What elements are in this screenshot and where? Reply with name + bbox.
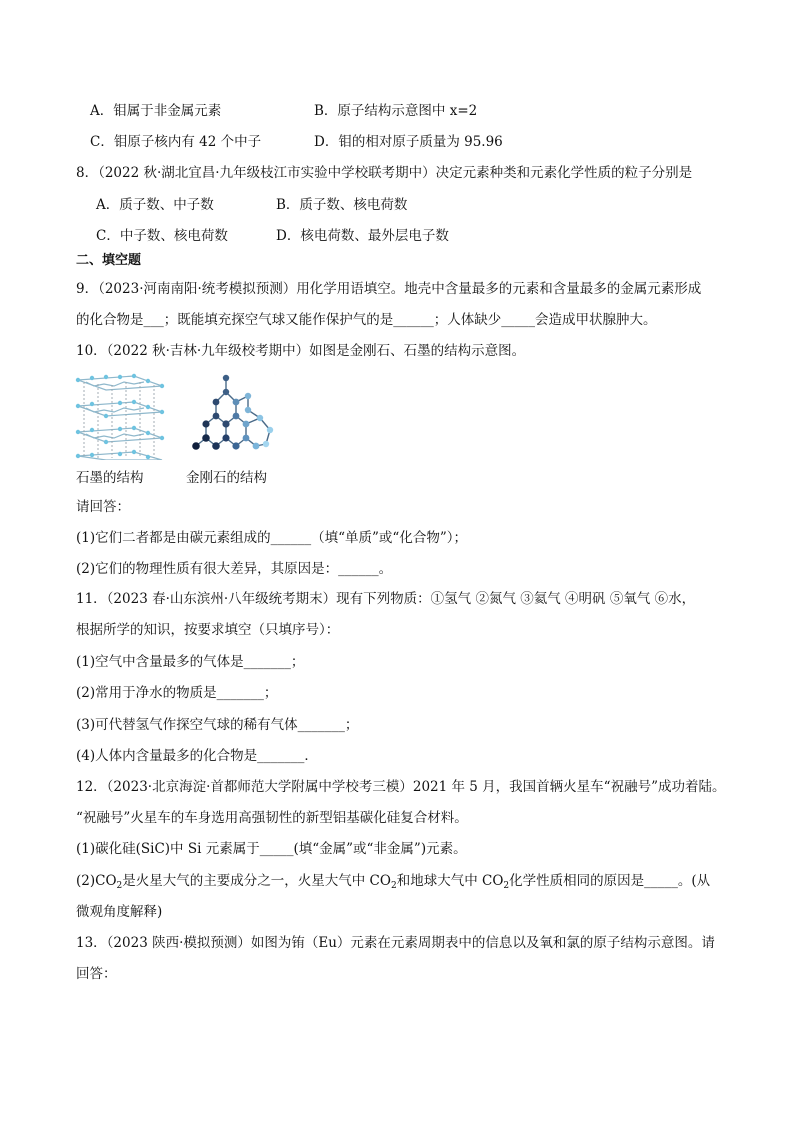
question-12-part1: (1)碳化硅(SiC)中 Si 元素属于_____(填“金属”或“非金属”)元素。 [76,841,467,857]
question-12-part2-continued: 微观角度解释) [76,904,163,920]
question-10-part2: (2)它们的物理性质有很大差异，其原因是：______。 [76,561,393,577]
question-12-part2: $(2)CO_2$是火星大气的主要成分之一，火星大气中 $CO_2$和地球大气中 $CO_2$化学性质相同的原因是_____。(从 [76,873,711,891]
question-10-stem: 10．（2022 秋·吉林·九年级校考期中）如图是金刚石、石墨的结构示意图。 [76,343,526,359]
question-10-part1: (1)它们二者都是由碳元素组成的______（填“单质”或“化合物”）； [76,530,467,546]
question-11-line2: 根据所学的知识，按要求填空（只填序号）： [76,622,340,638]
question-11-part3: (3)可代替氢气作探空气球的稀有气体_______； [76,717,359,733]
q8-option-b: B．质子数、核电荷数 [276,197,408,213]
option-b: B．原子结构示意图中 x=2 [314,103,478,119]
question-12-line1: 12．（2023·北京海淀·首都师范大学附属中学校考三模）2021 年 5 月，我国首辆火星车“祝融号”成功着陆。 [76,779,726,795]
option-c: C．钼原子核内有 42 个中子 [90,134,262,150]
question-9-line1: 9．（2023·河南南阳·统考模拟预测）用化学用语填空。地壳中含量最多的元素和含量最多的金属元素形成 [76,281,702,297]
caption-diamond: 金刚石的结构 [186,470,267,486]
question-8-stem: 8．（2022 秋·湖北宜昌·九年级枝江市实验中学校联考期中）决定元素种类和元素化学性质的粒子分别是 [76,165,693,181]
section-heading: 二、填空题 [76,253,142,268]
question-11-part2: (2)常用于净水的物质是_______； [76,685,278,701]
question-11-line1: 11．（2023 春·山东滨州·八年级统考期末）现有下列物质：①氢气 ②氮气 ③氦气 ④明矾 ⑤氧气 ⑥水， [76,591,696,607]
question-11-part4: (4)人体内含量最多的化合物是_______． [76,748,318,764]
option-a: A．钼属于非金属元素 [90,103,222,119]
question-9-line2: 的化合物是___；既能填充探空气球又能作保护气的是______；人体缺少_____会造成甲状腺肿大。 [76,312,657,328]
graphite-structure-figure [74,372,166,460]
caption-graphite: 石墨的结构 [76,470,144,486]
q8-option-c: C．中子数、核电荷数 [96,228,228,244]
q8-option-a: A．质子数、中子数 [96,197,214,213]
option-d: D．钼的相对原子质量为 95.96 [314,134,503,150]
diamond-structure-figure [186,374,284,458]
question-13-line2: 回答： [76,966,117,982]
question-13-line1: 13．（2023 陕西·模拟预测）如图为铕（Eu）元素在元素周期表中的信息以及氧和氯的原子结构示意图。请 [76,935,715,951]
q8-option-d: D．核电荷数、最外层电子数 [276,228,449,244]
question-10-prompt: 请回答： [76,499,130,515]
question-11-part1: (1)空气中含量最多的气体是_______； [76,654,305,670]
question-12-line2: “祝融号”火星车的车身选用高强韧性的新型铝基碳化硅复合材料。 [76,810,468,826]
